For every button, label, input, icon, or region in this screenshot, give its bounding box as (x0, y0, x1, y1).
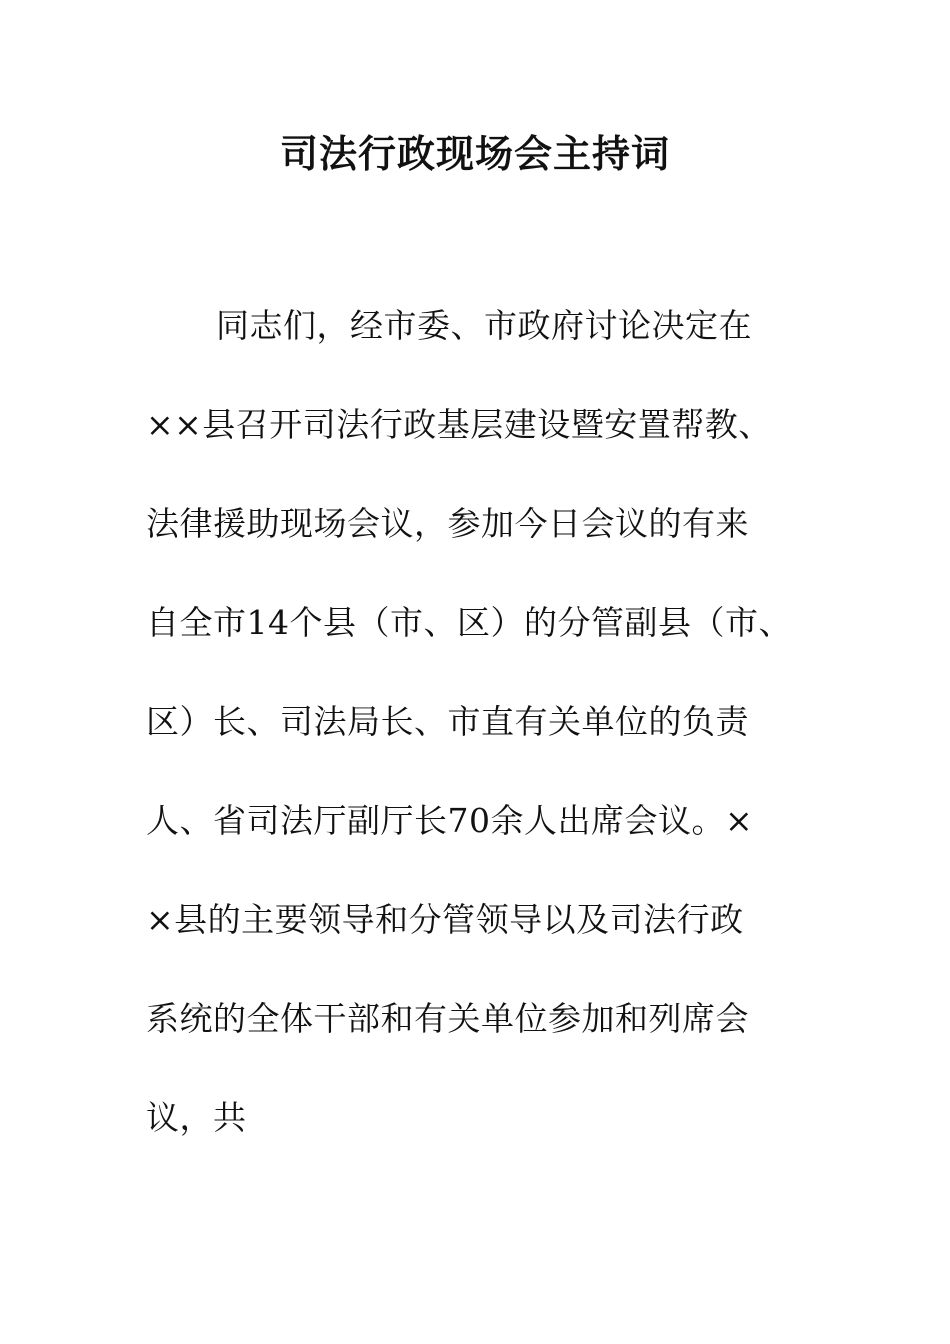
paragraph-line: ×县的主要领导和分管领导以及司法行政 (146, 900, 744, 939)
paragraph-line: 系统的全体干部和有关单位参加和列席会 (146, 999, 749, 1038)
document-title: 司法行政现场会主持词 (279, 131, 670, 176)
body-paragraph (146, 300, 826, 1191)
paragraph-line: 议，共 (146, 1098, 247, 1137)
paragraph-line: 同志们，经市委、市政府讨论决定在 (216, 306, 752, 345)
paragraph-line: 人、省司法厅副厅长70余人出席会议。× (146, 801, 754, 840)
paragraph-line: ××县召开司法行政基层建设暨安置帮教、 (146, 405, 772, 444)
paragraph-line: 法律援助现场会议，参加今日会议的有来 (146, 504, 749, 543)
paragraph-line: 自全市14个县（市、区）的分管副县（市、 (146, 603, 792, 642)
paragraph-line: 区）长、司法局长、市直有关单位的负责 (146, 702, 749, 741)
